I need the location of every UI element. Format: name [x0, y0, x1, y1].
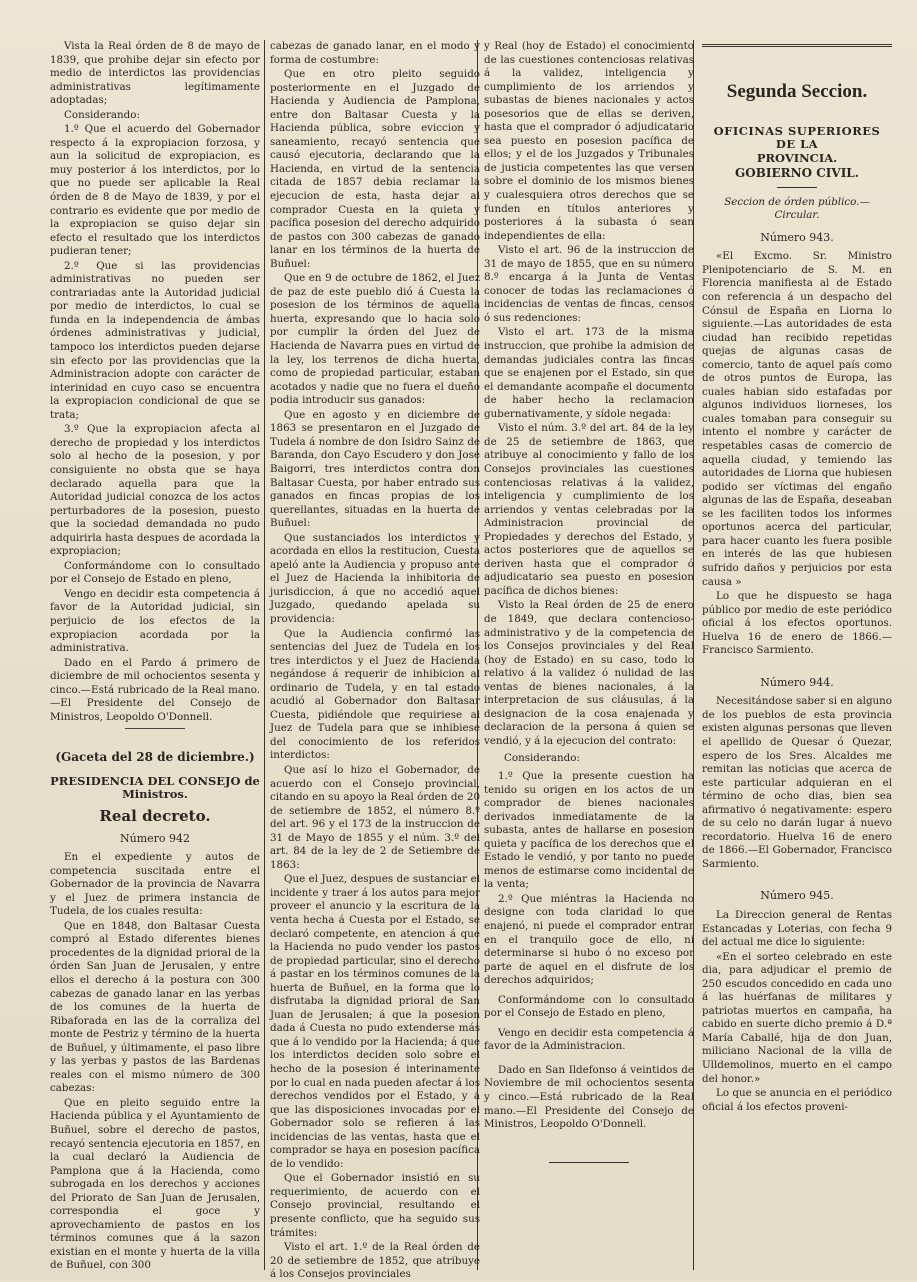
- seccion-heading: Seccion de órden público.—Circular.: [724, 195, 870, 222]
- provincia-heading: PROVINCIA.: [756, 150, 838, 165]
- paragraph: 1.º Que la presente cuestion ha tenido su origen en los actos de un comprador de bienes nacionales derivados inmediatamente de la subasta, antes de hallarse en posesion quieta y pacífica de los derechos que el Estado le vendió, y por tanto no puede menos de estimarse como incidental de la venta;: [484, 769, 694, 891]
- column-4: [702, 40, 892, 1260]
- paragraph: Conformándome con lo consultado por el Consejo de Estado en pleno,: [50, 559, 260, 586]
- paragraph: Que así lo hizo el Gobernador, de acuerdo con el Consejo provincial, citando en su apoyo la Real órden de 20 de setiembre de 1852, el número 8.º del art. 96 y el 173 de la instruccion de 31 de Mayo de 1855 y el núm. 3.º del art. 84 de la ley de 2 de Setiembre de 1863:: [270, 763, 480, 871]
- paragraph: «El Excmo. Sr. Ministro Plenipotenciario de S. M. en Florencia manifiesta al de Estado con referencia á un despacho del Cónsul de España en Liorna lo siguiente.—Las autoridades de esta ciudad han recibido repetidas quejas de algunas casas de comercio, tanto de aquel país como de otros puntos de Europa, las cuales habian sido estafadas por algunos individuos liorneses, los cuales tomaban para conseguir su intento el nombre y carácter de respetables casas de comercio de aquella ciudad, y temiendo las autoridades de Liorna que hubiesen podido ser víctimas del engaño algunas de las de España, deseaban se les faciliten todos los informes oportunos acerca del particular, para hacer cuanto les fuera posible en interés de las que hubiesen sufrido daños y perjuicios por esta causa »: [702, 250, 892, 588]
- number-heading: Número 944.: [760, 675, 834, 689]
- paragraph: Que en pleito seguido entre la Hacienda pública y el Ayuntamiento de Buñuel, sobre el derecho de pastos, recayó sentencia ejecutoria en 1857, en la cual declaró la Audiencia de Pamplona que á la Hacienda, como subrogada en los derechos y acciones del Priorato de San Juan de Jerusalen, correspondia el goce y aprovechamiento de pastos en los términos comunes que á la sazon existian en el monte y huerta de la villa de Buñuel, con 300: [50, 1096, 260, 1272]
- paragraph: 3.º Que la expropiacion afecta al derecho de propiedad y los interdictos solo al hecho de la posesion, y por consiguiente no obsta que se haya declarado aquella para que la Autoridad judicial conozca de los actos perturbadores de la posesion, puesto que la sociedad demandada no pudo adquirirla hasta despues de acordada la expropiacion;: [50, 423, 260, 558]
- gaceta-reference: (Gaceta del 28 de diciembre.): [55, 750, 255, 765]
- paragraph: Que en 9 de octubre de 1862, el Juez de paz de este pueblo dió á Cuesta la posesion de los términos de aquella huerta, expresando que lo hacia solo por cumplir la órden del Juez de Hacienda de Navarra pues en virtud de la ley, los terrenos de dicha huerta, como de propiedad particular, estaban acotados y nadie que no fuera el dueño podia introducir sus ganados:: [270, 272, 480, 407]
- section-title: Segunda Seccion.: [726, 81, 868, 102]
- paragraph: 1.º Que el acuerdo del Gobernador respecto á la expropiacion forzosa, y aun la solicitud de expropiacion, es muy posterior á los interdictos, por lo que no puede ser aplicable la Real órden de 8 de Mayo de 1839, y por el contrario es evidente que por medio de la expropiacion se quiso dejar sin efecto el resultado que los interdictos pudieran tener;: [50, 123, 260, 258]
- paragraph: Conformándome con lo consultado por el Consejo de Estado en pleno,: [484, 993, 694, 1020]
- separator: [777, 187, 817, 188]
- real-decreto-heading: Real decreto.: [99, 806, 211, 825]
- paragraph: Que en agosto y en diciembre de 1863 se presentaron en el Juzgado de Tudela á nombre de don Isidro Sainz de Baranda, don Cayo Escudero y don José Baigorri, tres interdictos contra don Baltasar Cuesta, por haber entrado sus ganados en fincas propias de los querellantes, situadas en la huerta de Buñuel:: [270, 408, 480, 530]
- paragraph: y Real (hoy de Estado) el conocimiento de las cuestiones contenciosas relativas á la validez, inteligencia y cumplimiento de los arriendos y subastas de bienes nacionales y actos posesorios que de ellas se deriven, hasta que el comprador ó adjudicatario sea puesto en posesion pacífica de ellos; y el de los Juzgados y Tribunales de justicia competentes las que versen sobre el dominio de los mismos bienes y cualesquiera otros derechos que se funden en títulos anteriores y posteriores á la subasta ó sean independientes de ella:: [484, 40, 694, 242]
- paragraph: Visto el núm. 3.º del art. 84 de la ley de 25 de setiembre de 1863, que atribuye al conocimiento y fallo de los Consejos provinciales las cuestiones contenciosas relativas á la validez, inteligencia y cumplimiento de los arriendos y ventas celebradas por la Administracion provincial de Propiedades y derechos del Estado, y actos posteriores que de aquellos se deriven hasta que el comprador ó adjudicatario sea puesto en posesion pacífica de dichos bienes:: [484, 422, 694, 597]
- gobierno-heading: GOBIERNO CIVIL.: [735, 166, 859, 181]
- paragraph: Necesitándose saber si en alguno de los pueblos de esta provincia existen algunas personas que lleven el apellido de Quesar ó Quezar, espero de los Sres. Alcaldes me remitan las noticias que acerca de este particular adquieran en el término de ocho dias, bien sea afirmativo ó negativamente: espero de su celo no darán lugar á nuevo recordatorio. Huelva 16 de enero de 1866.—El Gobernador, Francisco Sarmiento.: [702, 695, 892, 870]
- number-heading: Número 942: [119, 831, 191, 845]
- paragraph: Lo que he dispuesto se haga público por medio de este periódico oficial á los efectos oportunos. Huelva 16 de enero de 1866.—Francisco Sarmiento.: [702, 590, 892, 657]
- paragraph: Vengo en decidir esta competencia á favor de la Administracion.: [484, 1026, 694, 1053]
- paragraph: Que el Juez, despues de sustanciar el incidente y traer á los autos para mejor proveer el anuncio y la escritura de la venta hecha á Cuesta por el Estado, se declaró competente, en atencion á que la Hacienda no pudo vender los pastos de propiedad particular, sino el derecho á pastar en los términos comunes de la huerta de Buñuel, en la forma que lo disfrutaba la dignidad prioral de San Juan de Jerusalen; á que la posesion dada á Cuesta no pudo extenderse más que á lo vendido por la Hacienda; á que los interdictos deciden solo sobre el hecho de la posesion é interinamente por lo cual en nada pueden afectar á los derechos vendidos por el Estado, y á que las disposiciones invocadas por el Gobernador solo se refieren á las incidencias de las ventas, hasta que el comprador se haya en posesion pacífica de lo vendido:: [270, 873, 481, 1170]
- paragraph: En el expediente y autos de competencia suscitada entre el Gobernador de la provincia de Navarra y el Juez de primera instancia de Tudela, de los cuales resulta:: [50, 851, 260, 918]
- paragraph: Que la Audiencia confirmó las sentencias del Juez de Tudela en los tres interdictos y el Juez de Hacienda negándose á requerir de inhibicion al ordinario de Tudela, y en tal estado acudió al Gobernador don Baltasar Cuesta, pidiéndole que requiriese al Juez de Tudela para que se inhibiese del conocimiento de los referidos interdictos:: [270, 627, 480, 762]
- separator: [125, 728, 185, 729]
- section-top-rule: [702, 44, 892, 47]
- number-heading: Número 945.: [760, 889, 834, 903]
- column-1: [50, 40, 260, 1272]
- number-heading: Número 943.: [760, 230, 834, 244]
- paragraph: cabezas de ganado lanar, en el modo y forma de costumbre:: [270, 40, 480, 66]
- column-divider: [264, 40, 265, 1270]
- paragraph: Visto el art. 96 de la instruccion de 31 de mayo de 1855, que en su número 8.º encarga á la Junta de Ventas conocer de todas las reclamaciones ó incidencias de ventas de fincas, censos ó sus redenciones:: [484, 244, 694, 324]
- column-3: [484, 40, 694, 1260]
- considerando-heading: Considerando:: [64, 108, 140, 121]
- paragraph: Dado en San Ildefonso á veintidos de Noviembre de mil ochocientos sesenta y cinco.—Está rubricado de la Real mano.—El Presidente del Consejo de Ministros, Leopoldo O'Donnell.: [484, 1063, 694, 1131]
- paragraph: Que en otro pleito seguido posteriormente en el Juzgado de Hacienda y Audiencia de Pamplona, entre don Baltasar Cuesta y la Hacienda pública, sobre eviccion y saneamiento, recayó sentencia que causó ejecutoria, declarando que la Hacienda, en virtud de la sentencia citada de 1857 debia reclamar la ejecucion de esta, hasta dejar al comprador Cuesta en la quieta y pacífica posesion del derecho adquirido de pastos con 300 cabezas de ganado lanar en los términos de la huerta de Buñuel:: [270, 68, 480, 270]
- paragraph: Visto la Real órden de 25 de enero de 1849, que declara contencioso-administrativo y de la competencia de los Consejos provinciales y del Real (hoy de Estado) en su caso, todo lo relativo á la validez ó nulidad de las ventas de bienes nacionales, á la interpretacion de sus cláusulas, á la designacion de la cosa enajenada y declaracion de la persona á quien se vendió, y á la ejecucion del contrato:: [484, 599, 694, 747]
- paragraph: 2.º Que miéntras la Hacienda no designe con toda claridad lo que enajenó, ni puede el comprador entrar en el tranquilo goce de ello, ni determinarse si hubo ó no exceso por parte de aquel en el disfrute de los derechos adquiridos;: [484, 892, 694, 987]
- presidencia-heading: PRESIDENCIA DEL CONSEJO de Ministros.: [50, 773, 260, 802]
- paragraph: La Direccion general de Rentas Estancadas y Loterias, con fecha 9 del actual me dice lo siguiente:: [702, 908, 892, 949]
- oficinas-heading: OFICINAS SUPERIORES DE LA: [713, 123, 881, 152]
- paragraph: 2.º Que si las providencias administrativas no pueden ser contrariadas ante la Autoridad judicial por medio de interdictos, lo cual se funda en la independencia de ámbas órdenes administrativas y judicial, tampoco los interdictos pueden dejarse sin efecto por las providencias que la Administracion adopte con carácter de interinidad en cuyo caso se encuentra la expropiacion condicional de que se trata;: [50, 259, 260, 421]
- paragraph: Vista la Real órden de 8 de mayo de 1839, que prohibe dejar sin efecto por medio de interdictos las providencias administrativas legítimamente adoptadas;: [50, 40, 260, 107]
- paragraph: Visto el art. 1.º de la Real órden de 20 de setiembre de 1852, que atribuye á los Consejos provinciales: [270, 1241, 480, 1281]
- paragraph: Dado en el Pardo á primero de diciembre de mil ochocientos sesenta y cinco.—Está rubricado de la Real mano.—El Presidente del Consejo de Ministros, Leopoldo O'Donnell.: [50, 656, 260, 723]
- paragraph: Lo que se anuncia en el periódico oficial á los efectos proveni-: [702, 1087, 892, 1113]
- paragraph: Que sustanciados los interdictos y acordada en ellos la restitucion, Cuesta apeló ante la Audiencia y propuso ante el Juez de Hacienda la inhibitoria de jurisdiccion, á que no accedió aquel Juzgado, quedando apelada su providencia:: [270, 531, 480, 625]
- column-2: [270, 40, 481, 1281]
- paragraph: Que el Gobernador insistió en su requerimiento, de acuerdo con el Consejo provincial, resultando el presente conflicto, que ha seguido sus trámites:: [270, 1172, 480, 1239]
- paragraph: Visto el art. 173 de la misma instruccion, que prohibe la admision de demandas judiciales contra las fincas que se enajenen por el Estado, sin que el demandante acompañe el documento de haber hecho la reclamacion gubernativamente, y sídole negada:: [484, 326, 694, 420]
- paragraph: Vengo en decidir esta competencia á favor de la Autoridad judicial, sin perjuicio de los efectos de la expropiacion acordada por la administrativa.: [50, 587, 260, 655]
- considerando-heading: Considerando:: [504, 752, 580, 765]
- paragraph: Que en 1848, don Baltasar Cuesta compró al Estado diferentes bienes procedentes de la dignidad prioral de la órden San Juan de Jerusalen, y entre ellos el derecho á la postura con 300 cabezas de ganado lanar en las yerbas de los comunes de la huerta de Ribaforada en las de la corraliza del monte de Pestriz y término de la huerta de Buñuel, y últimamente, el paso libre y las yerbas y pastos de las Bardenas reales con el mismo número de 300 cabezas:: [50, 919, 260, 1095]
- end-separator: [549, 1162, 629, 1163]
- paragraph: «En el sorteo celebrado en este dia, para adjudicar el premio de 250 escudos concedido en cada uno á las huérfanas de militares y patriotas muertos en campaña, ha cabido en suerte dicho premio á D.ª María Caballé, hija de don Juan, miliciano Nacional de la villa de Ulldemolinos, muerto en el campo del honor.»: [702, 950, 892, 1085]
